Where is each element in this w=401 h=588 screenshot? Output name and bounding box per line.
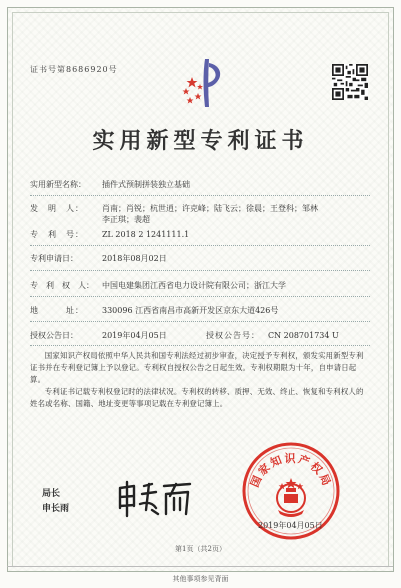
field-label: 地 址： bbox=[30, 306, 84, 315]
inventor-row bbox=[30, 203, 318, 214]
field-label: 授权公告日： bbox=[30, 331, 78, 340]
address-row bbox=[30, 305, 278, 316]
field-label: 专利申请日： bbox=[30, 254, 78, 263]
field-value: 中国电建集团江西省电力设计院有限公司；浙江大学 bbox=[102, 281, 286, 290]
seal-text: 国家知识产权局 bbox=[248, 452, 334, 490]
qr-code-icon bbox=[332, 64, 368, 100]
certificate-number: 证书号第8686920号 bbox=[30, 65, 118, 74]
utility-model-name-row bbox=[30, 179, 190, 190]
field-value: CN 208701734 U bbox=[268, 331, 339, 340]
field-label: 专 利 权 人： bbox=[30, 281, 94, 290]
field-value: 330096 江西省南昌市高新开发区京东大道426号 bbox=[102, 306, 279, 315]
field-label: 专 利 号： bbox=[30, 230, 84, 239]
field-value: ZL 2018 2 1241111.1 bbox=[102, 230, 190, 239]
seal-date: 2019年04月05日 bbox=[258, 521, 323, 530]
director-title: 局长 bbox=[42, 489, 61, 499]
grant-number-row bbox=[206, 330, 339, 341]
cnipa-logo-icon bbox=[178, 55, 230, 113]
page-number: 第1页（共2页） bbox=[175, 545, 226, 553]
field-label: 实用新型名称： bbox=[30, 180, 86, 189]
field-label: 授权公告号： bbox=[206, 331, 260, 340]
patentee-row bbox=[30, 280, 286, 291]
footer-note: 其他事项参见背面 bbox=[172, 575, 229, 583]
field-value: 李正琪；裴超 bbox=[102, 215, 150, 224]
page-title: 实用新型专利证书 bbox=[92, 128, 309, 154]
field-value: 插件式预制拼装独立基础 bbox=[102, 180, 190, 189]
inventor-row-continued bbox=[102, 214, 150, 225]
patent-number-row bbox=[30, 229, 189, 240]
field-value: 2019年04月05日 bbox=[102, 331, 167, 340]
filing-date-row bbox=[30, 253, 167, 264]
field-value: 肖南；肖锐；杭世逍；许克峰；陆飞云；徐晨；王登科；邹林 bbox=[102, 204, 318, 213]
director-name: 申长雨 bbox=[42, 504, 70, 514]
field-label: 发 明 人： bbox=[30, 204, 84, 213]
grant-date-row bbox=[30, 330, 167, 341]
director-signature-icon bbox=[116, 480, 194, 520]
field-value: 2018年08月02日 bbox=[102, 254, 167, 263]
grant-statement-paragraph: 国家知识产权局依照中华人民共和国专利法经过初步审查，决定授予专利权，颁发实用新型专利证书并在专利登记簿上予以登记。专利权自授权公告之日起生效。专利权期限为十年，自申请日起算。 bbox=[30, 351, 364, 384]
legal-status-paragraph: 专利证书记载专利权登记时的法律状况。专利权的转移、质押、无效、终止、恢复和专利权人的姓名或名称、国籍、地址变更等事项记载在专利登记簿上。 bbox=[30, 387, 364, 408]
